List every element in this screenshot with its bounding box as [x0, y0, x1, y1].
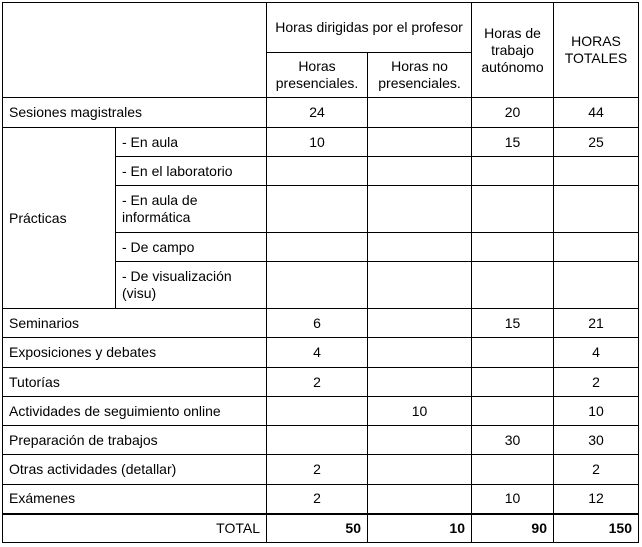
row-label: - En aula	[116, 128, 267, 157]
cell-no-presenciales	[368, 455, 472, 485]
cell-total	[554, 186, 639, 233]
cell-autonomo: 15	[472, 309, 554, 338]
header-autonomo: Horas de trabajo autónomo	[472, 3, 554, 98]
cell-no-presenciales	[368, 368, 472, 397]
total-horas: 150	[554, 514, 639, 543]
cell-autonomo	[472, 368, 554, 397]
cell-total	[554, 157, 639, 186]
cell-autonomo	[472, 455, 554, 485]
cell-presenciales: 2	[267, 368, 368, 397]
cell-no-presenciales	[368, 426, 472, 455]
cell-total: 2	[554, 455, 639, 485]
row-label: Exámenes	[3, 485, 267, 514]
table-row	[3, 426, 639, 455]
cell-presenciales	[267, 397, 368, 426]
cell-total: 21	[554, 309, 639, 338]
total-presenciales: 50	[267, 514, 368, 543]
header-totales: HORAS TOTALES	[554, 3, 639, 98]
row-label: Exposiciones y debates	[3, 338, 267, 368]
total-autonomo: 90	[472, 514, 554, 543]
cell-no-presenciales	[368, 262, 472, 309]
cell-presenciales	[267, 186, 368, 233]
cell-autonomo	[472, 233, 554, 262]
cell-presenciales: 24	[267, 98, 368, 128]
cell-presenciales	[267, 233, 368, 262]
cell-total	[554, 233, 639, 262]
total-label: TOTAL	[3, 514, 267, 543]
table-row	[3, 309, 639, 338]
cell-autonomo	[472, 186, 554, 233]
cell-autonomo	[472, 338, 554, 368]
cell-no-presenciales	[368, 309, 472, 338]
cell-no-presenciales	[368, 186, 472, 233]
cell-no-presenciales	[368, 98, 472, 128]
total-no-presenciales: 10	[368, 514, 472, 543]
row-label: Otras actividades (detallar)	[3, 455, 267, 485]
cell-total: 10	[554, 397, 639, 426]
cell-total	[554, 262, 639, 309]
table-row	[3, 397, 639, 426]
cell-presenciales: 4	[267, 338, 368, 368]
cell-no-presenciales	[368, 233, 472, 262]
header-presenciales: Horas presenciales.	[267, 53, 368, 98]
cell-autonomo	[472, 262, 554, 309]
table-row	[3, 98, 639, 128]
cell-autonomo: 15	[472, 128, 554, 157]
total-row	[3, 514, 639, 543]
cell-total: 12	[554, 485, 639, 514]
row-label: Seminarios	[3, 309, 267, 338]
cell-autonomo	[472, 397, 554, 426]
row-label: - En el laboratorio	[116, 157, 267, 186]
cell-total: 30	[554, 426, 639, 455]
hours-distribution-table	[2, 2, 639, 543]
row-label: - De visualización (visu)	[116, 262, 267, 309]
cell-no-presenciales	[368, 157, 472, 186]
header-empty-cell	[3, 3, 267, 98]
table-row	[3, 338, 639, 368]
cell-autonomo: 20	[472, 98, 554, 128]
cell-total: 2	[554, 368, 639, 397]
practicas-label: Prácticas	[3, 128, 116, 309]
row-label: Tutorías	[3, 368, 267, 397]
header-dirigidas: Horas dirigidas por el profesor	[267, 3, 472, 53]
table-row	[3, 128, 639, 157]
table-row	[3, 368, 639, 397]
cell-autonomo: 10	[472, 485, 554, 514]
cell-presenciales	[267, 426, 368, 455]
hours-table-container	[2, 2, 639, 543]
table-row	[3, 485, 639, 514]
cell-no-presenciales	[368, 128, 472, 157]
cell-presenciales	[267, 157, 368, 186]
cell-total: 25	[554, 128, 639, 157]
cell-presenciales: 10	[267, 128, 368, 157]
table-row	[3, 455, 639, 485]
cell-autonomo	[472, 157, 554, 186]
cell-no-presenciales	[368, 485, 472, 514]
cell-no-presenciales: 10	[368, 397, 472, 426]
header-row-1	[3, 3, 639, 53]
cell-total: 4	[554, 338, 639, 368]
row-label: - En aula de informática	[116, 186, 267, 233]
row-label: Sesiones magistrales	[3, 98, 267, 128]
row-label: Preparación de trabajos	[3, 426, 267, 455]
header-no-presenciales: Horas no presenciales.	[368, 53, 472, 98]
cell-presenciales: 2	[267, 485, 368, 514]
cell-presenciales	[267, 262, 368, 309]
row-label: Actividades de seguimiento online	[3, 397, 267, 426]
cell-autonomo: 30	[472, 426, 554, 455]
cell-presenciales: 2	[267, 455, 368, 485]
cell-no-presenciales	[368, 338, 472, 368]
row-label: - De campo	[116, 233, 267, 262]
cell-total: 44	[554, 98, 639, 128]
cell-presenciales: 6	[267, 309, 368, 338]
